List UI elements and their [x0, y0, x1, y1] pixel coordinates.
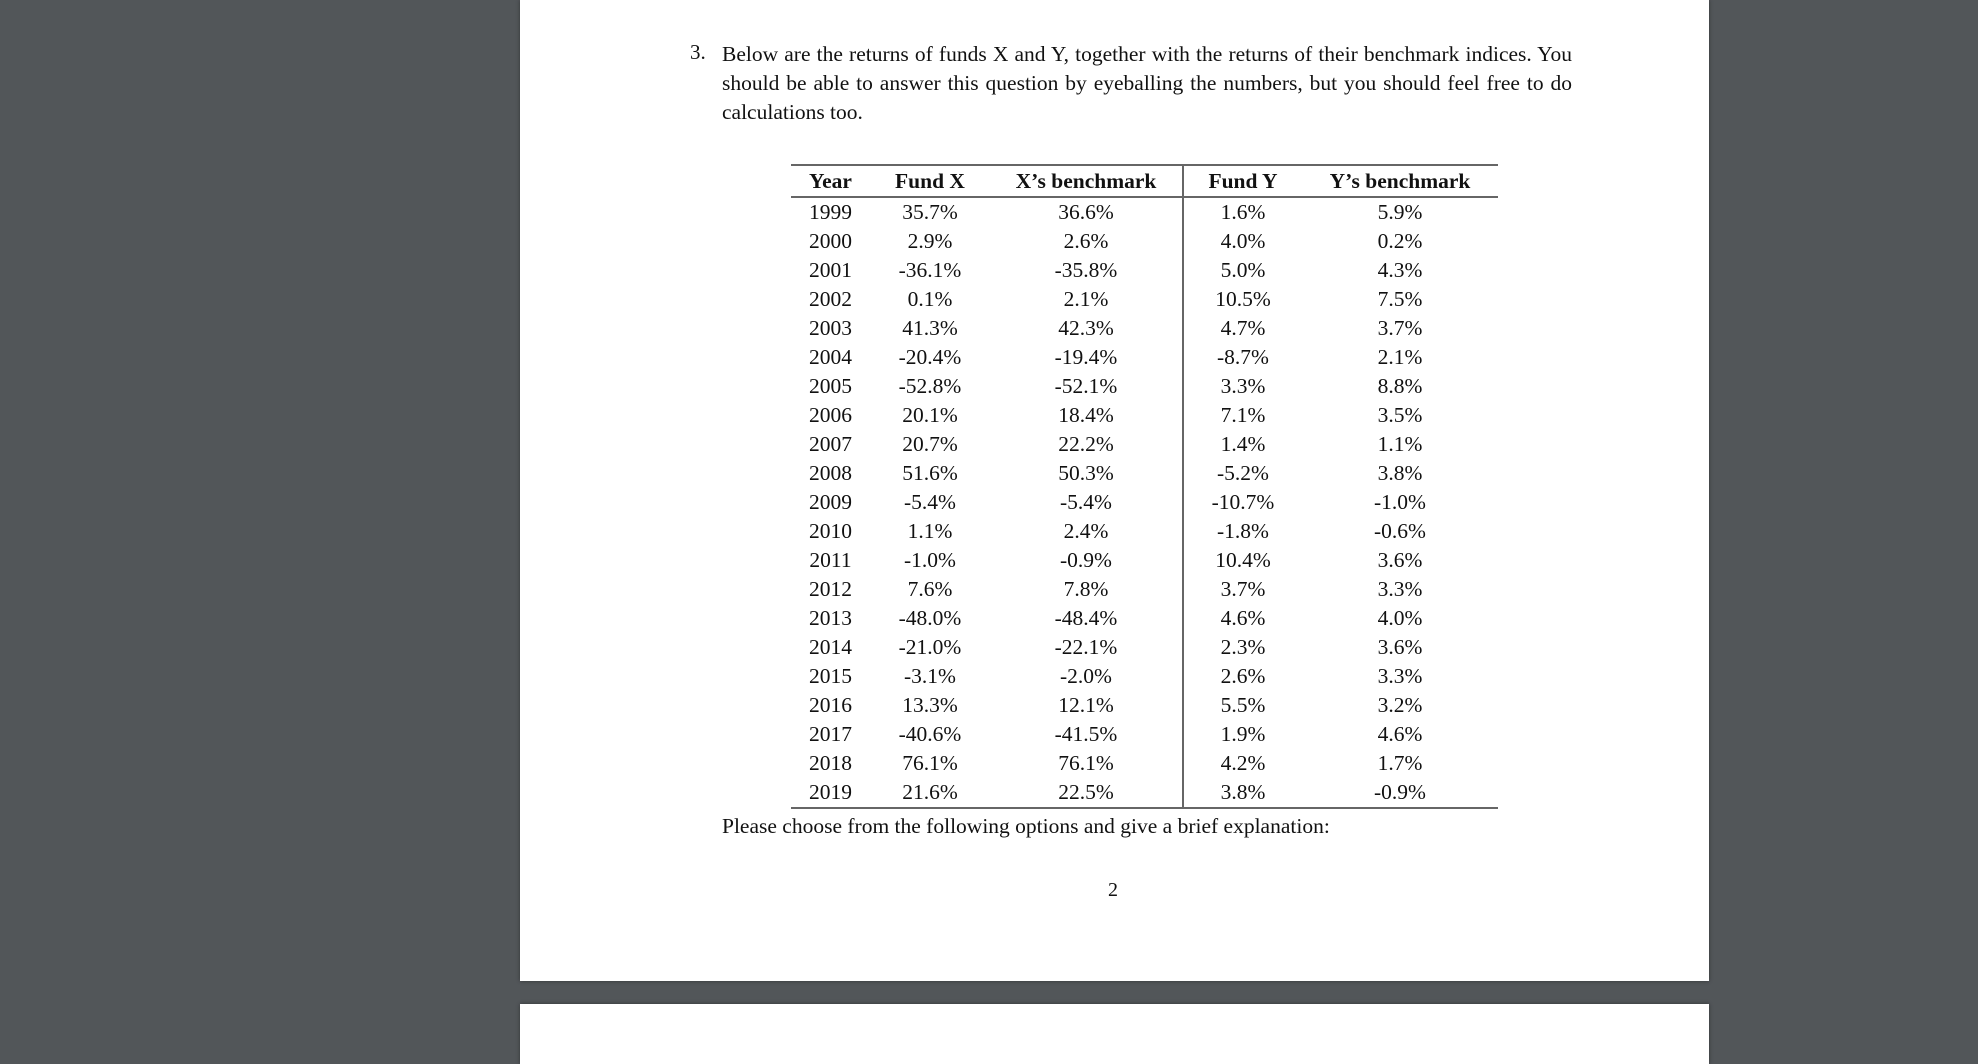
cell-x-benchmark: 42.3% — [990, 314, 1183, 343]
cell-x-benchmark: -41.5% — [990, 720, 1183, 749]
cell-fund-x: 21.6% — [870, 778, 990, 808]
closing-instruction: Please choose from the following options and give a brief explanation: — [722, 814, 1330, 838]
table-row — [791, 720, 1498, 749]
cell-fund-x: 20.1% — [902, 403, 958, 427]
cell-year: 2011 — [809, 548, 852, 572]
header-x-benchmark: X’s benchmark — [990, 165, 1183, 197]
question-text: Below are the returns of funds X and Y, together with the returns of their benchmark indices. You should be able to answer this question by eyeballing the numbers, but you should feel free to do calculations too. — [722, 42, 1572, 124]
table-row — [791, 401, 1498, 430]
table-row — [791, 633, 1498, 662]
cell-fund-y: 10.4% — [1215, 548, 1271, 572]
cell-x-benchmark: -2.0% — [990, 662, 1183, 691]
table-row — [791, 778, 1498, 808]
cell-y-benchmark: 1.1% — [1377, 432, 1423, 456]
cell-x-benchmark: -22.1% — [990, 633, 1183, 662]
page-number: 2 — [1108, 879, 1118, 901]
cell-y-benchmark: 5.9% — [1377, 200, 1423, 224]
cell-fund-y: 1.9% — [1220, 722, 1266, 746]
cell-year: 2002 — [809, 287, 852, 311]
cell-year: 2009 — [809, 490, 852, 514]
cell-x-benchmark: -0.9% — [990, 546, 1183, 575]
table-row — [791, 749, 1498, 778]
table-row — [791, 197, 1498, 227]
cell-fund-y: 3.8% — [1183, 778, 1302, 808]
cell-fund-y: 1.6% — [1220, 200, 1266, 224]
cell-fund-x: 41.3% — [902, 316, 958, 340]
cell-x-benchmark: -19.4% — [990, 343, 1183, 372]
cell-x-benchmark: -5.4% — [990, 488, 1183, 517]
cell-year: 2001 — [809, 258, 852, 282]
cell-y-benchmark: 3.6% — [1377, 635, 1423, 659]
cell-year: 1999 — [809, 200, 852, 224]
table-row — [791, 662, 1498, 691]
cell-y-benchmark: 3.6% — [1377, 548, 1423, 572]
cell-fund-x: -20.4% — [898, 345, 962, 369]
cell-y-benchmark: 7.5% — [1377, 287, 1423, 311]
cell-x-benchmark: 22.5% — [990, 778, 1183, 808]
table-row — [791, 546, 1498, 575]
cell-year: 2016 — [809, 693, 852, 717]
cell-fund-y: 4.6% — [1220, 606, 1266, 630]
cell-fund-x: -52.8% — [898, 374, 962, 398]
cell-y-benchmark: 3.2% — [1377, 693, 1423, 717]
cell-x-benchmark: 18.4% — [990, 401, 1183, 430]
cell-fund-x: 51.6% — [902, 461, 958, 485]
table-header-row — [791, 165, 1498, 197]
cell-fund-x: -48.0% — [898, 606, 962, 630]
cell-year: 2017 — [809, 722, 852, 746]
cell-fund-x: 1.1% — [907, 519, 953, 543]
cell-fund-y: -5.2% — [1217, 461, 1269, 485]
cell-x-benchmark: 7.8% — [990, 575, 1183, 604]
table-row — [791, 256, 1498, 285]
cell-x-benchmark: 76.1% — [990, 749, 1183, 778]
table-row — [791, 459, 1498, 488]
cell-fund-y: -10.7% — [1211, 490, 1275, 514]
cell-year: 2000 — [809, 229, 852, 253]
cell-year: 2019 — [791, 778, 870, 808]
cell-fund-y: 4.2% — [1220, 751, 1266, 775]
cell-y-benchmark: 8.8% — [1377, 374, 1423, 398]
cell-y-benchmark: 3.7% — [1377, 316, 1423, 340]
cell-x-benchmark: 2.6% — [990, 227, 1183, 256]
cell-fund-y: 5.5% — [1220, 693, 1266, 717]
cell-fund-x: -36.1% — [898, 258, 962, 282]
cell-x-benchmark: -35.8% — [990, 256, 1183, 285]
cell-year: 2010 — [809, 519, 852, 543]
table-row — [791, 343, 1498, 372]
cell-x-benchmark: 36.6% — [990, 197, 1183, 227]
cell-fund-y: 5.0% — [1220, 258, 1266, 282]
cell-x-benchmark: 2.4% — [990, 517, 1183, 546]
cell-y-benchmark: 3.3% — [1377, 664, 1423, 688]
cell-y-benchmark: 1.7% — [1377, 751, 1423, 775]
cell-y-benchmark: 3.5% — [1377, 403, 1423, 427]
cell-y-benchmark: 4.3% — [1377, 258, 1423, 282]
cell-y-benchmark: 2.1% — [1377, 345, 1423, 369]
table-row — [791, 691, 1498, 720]
cell-fund-x: 35.7% — [902, 200, 958, 224]
cell-year: 2004 — [809, 345, 852, 369]
cell-fund-x: 0.1% — [907, 287, 953, 311]
question-number: 3. — [690, 40, 706, 64]
cell-fund-x: 20.7% — [902, 432, 958, 456]
cell-y-benchmark: -1.0% — [1374, 490, 1426, 514]
table-row — [791, 227, 1498, 256]
cell-fund-x: 76.1% — [902, 751, 958, 775]
cell-fund-x: 2.9% — [907, 229, 953, 253]
cell-year: 2005 — [809, 374, 852, 398]
header-fund-x: Fund X — [870, 165, 990, 197]
cell-year: 2003 — [809, 316, 852, 340]
table-row — [791, 575, 1498, 604]
cell-fund-x: -40.6% — [898, 722, 962, 746]
table-row — [791, 372, 1498, 401]
cell-x-benchmark: 12.1% — [990, 691, 1183, 720]
cell-fund-y: 3.7% — [1220, 577, 1266, 601]
cell-fund-y: -8.7% — [1217, 345, 1269, 369]
cell-year: 2006 — [809, 403, 852, 427]
cell-fund-y: 7.1% — [1220, 403, 1266, 427]
table-row — [791, 604, 1498, 633]
cell-fund-y: 4.7% — [1220, 316, 1266, 340]
cell-y-benchmark: -0.9% — [1302, 778, 1498, 808]
cell-year: 2007 — [809, 432, 852, 456]
cell-fund-y: 10.5% — [1215, 287, 1271, 311]
table-row — [791, 488, 1498, 517]
cell-x-benchmark: 50.3% — [990, 459, 1183, 488]
cell-y-benchmark: 0.2% — [1377, 229, 1423, 253]
cell-year: 2018 — [809, 751, 852, 775]
header-year: Year — [791, 165, 870, 197]
cell-year: 2008 — [809, 461, 852, 485]
cell-fund-y: 1.4% — [1220, 432, 1266, 456]
cell-y-benchmark: -0.6% — [1374, 519, 1426, 543]
cell-fund-y: -1.8% — [1217, 519, 1269, 543]
cell-y-benchmark: 3.8% — [1377, 461, 1423, 485]
cell-x-benchmark: -52.1% — [990, 372, 1183, 401]
cell-year: 2012 — [809, 577, 852, 601]
cell-x-benchmark: 22.2% — [990, 430, 1183, 459]
cell-year: 2013 — [809, 606, 852, 630]
cell-fund-x: -3.1% — [904, 664, 956, 688]
cell-y-benchmark: 4.0% — [1377, 606, 1423, 630]
cell-fund-x: -21.0% — [898, 635, 962, 659]
cell-fund-y: 2.6% — [1220, 664, 1266, 688]
cell-fund-x: -1.0% — [904, 548, 956, 572]
header-fund-y: Fund Y — [1183, 165, 1302, 197]
next-document-page — [520, 1004, 1709, 1064]
cell-y-benchmark: 4.6% — [1377, 722, 1423, 746]
cell-fund-y: 4.0% — [1220, 229, 1266, 253]
header-y-benchmark: Y’s benchmark — [1302, 165, 1498, 197]
cell-fund-y: 2.3% — [1220, 635, 1266, 659]
cell-fund-x: -5.4% — [904, 490, 956, 514]
table-row — [791, 285, 1498, 314]
cell-fund-x: 7.6% — [907, 577, 953, 601]
cell-x-benchmark: 2.1% — [990, 285, 1183, 314]
table-row — [791, 517, 1498, 546]
table-row — [791, 314, 1498, 343]
table-row — [791, 430, 1498, 459]
cell-x-benchmark: -48.4% — [990, 604, 1183, 633]
cell-y-benchmark: 3.3% — [1377, 577, 1423, 601]
cell-fund-y: 3.3% — [1220, 374, 1266, 398]
cell-year: 2014 — [809, 635, 852, 659]
returns-table — [791, 164, 1498, 809]
cell-year: 2015 — [809, 664, 852, 688]
cell-fund-x: 13.3% — [902, 693, 958, 717]
